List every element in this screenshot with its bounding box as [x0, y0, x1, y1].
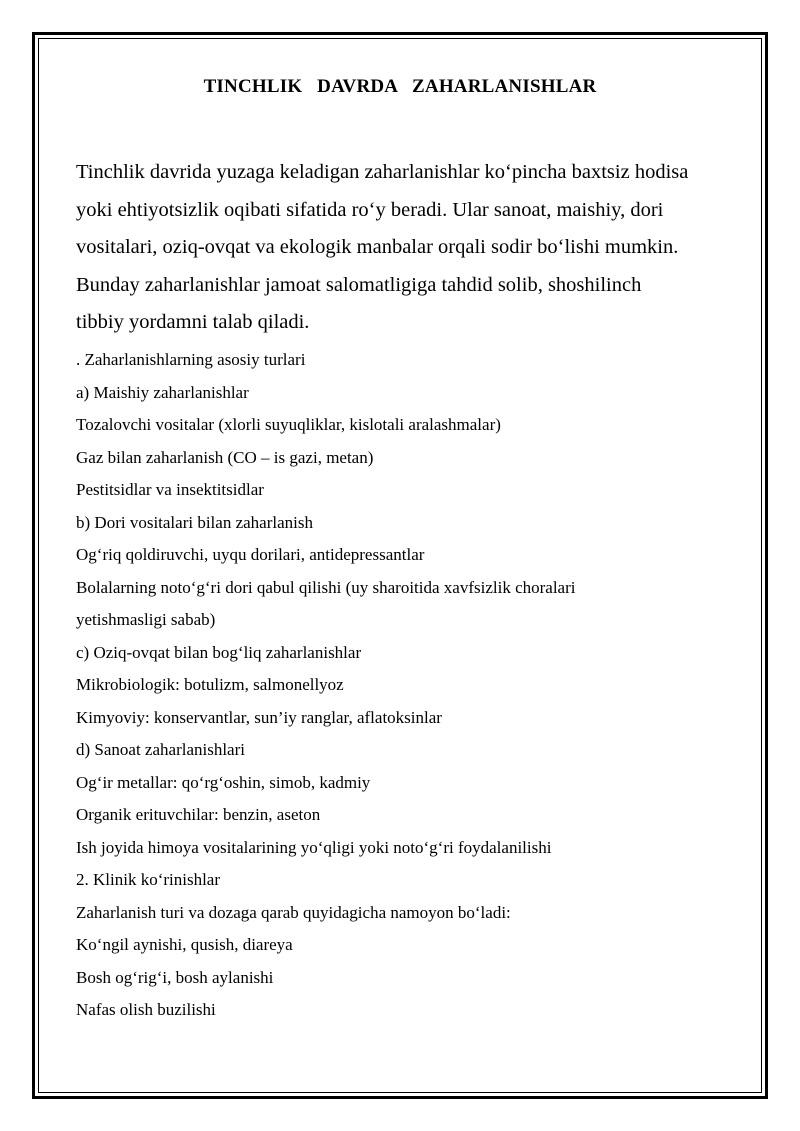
content-list [76, 346, 736, 1029]
list-item: Kimyoviy: konservantlar, sun’iy ranglar, aflatoksinlar [76, 707, 442, 727]
intro-line: Tinchlik davrida yuzaga keladigan zaharlanishlar ko‘pincha baxtsiz hodisa [76, 161, 689, 183]
subsection-heading: d) Sanoat zaharlanishlari [76, 740, 245, 759]
section-heading: 2. Klinik ko‘rinishlar [76, 870, 221, 889]
list-item: Mikrobiologik: botulizm, salmonellyoz [76, 675, 344, 694]
list-item: Ish joyida himoya vositalarining yo‘qligi yoki noto‘g‘ri foydalanilishi [76, 837, 552, 857]
list-item: Og‘ir metallar: qo‘rg‘oshin, simob, kadmiy [76, 772, 371, 792]
section-heading: . Zaharlanishlarning asosiy turlari [76, 350, 306, 369]
list-item: Nafas olish buzilishi [76, 1000, 216, 1019]
intro-line: Bunday zaharlanishlar jamoat salomatligiga tahdid solib, shoshilinch [76, 273, 642, 296]
list-item: Zaharlanish turi va dozaga qarab quyidagicha namoyon bo‘ladi: [76, 902, 511, 922]
intro-line: yoki ehtiyotsizlik oqibati sifatida ro‘y beradi. Ular sanoat, maishiy, dori [76, 198, 664, 221]
list-item: Tozalovchi vositalar (xlorli suyuqliklar, kislotali aralashmalar) [76, 415, 501, 434]
list-item: yetishmasligi sabab) [76, 610, 216, 629]
subsection-heading: a) Maishiy zaharlanishlar [76, 382, 249, 402]
list-item: Pestitsidlar va insektitsidlar [76, 480, 264, 499]
intro-line: tibbiy yordamni talab qiladi. [76, 311, 310, 333]
list-item: Og‘riq qoldiruvchi, uyqu dorilari, antidepressantlar [76, 545, 425, 564]
list-item: Gaz bilan zaharlanish (CO – is gazi, metan) [76, 447, 374, 467]
list-item: Bosh og‘rig‘i, bosh aylanishi [76, 967, 274, 987]
page-title: TINCHLIK DAVRDA ZAHARLANISHLAR [203, 76, 597, 97]
intro-line: vositalari, oziq-ovqat va ekologik manbalar orqali sodir bo‘lishi mumkin. [76, 236, 679, 258]
intro-paragraph [76, 157, 736, 345]
list-item: Organik erituvchilar: benzin, aseton [76, 805, 321, 824]
subsection-heading: b) Dori vositalari bilan zaharlanish [76, 512, 313, 532]
list-item: Bolalarning noto‘g‘ri dori qabul qilishi (uy sharoitida xavfsizlik choralari [76, 577, 576, 597]
list-item: Ko‘ngil aynishi, qusish, diareya [76, 935, 293, 954]
subsection-heading: c) Oziq-ovqat bilan bog‘liq zaharlanishlar [76, 642, 362, 662]
